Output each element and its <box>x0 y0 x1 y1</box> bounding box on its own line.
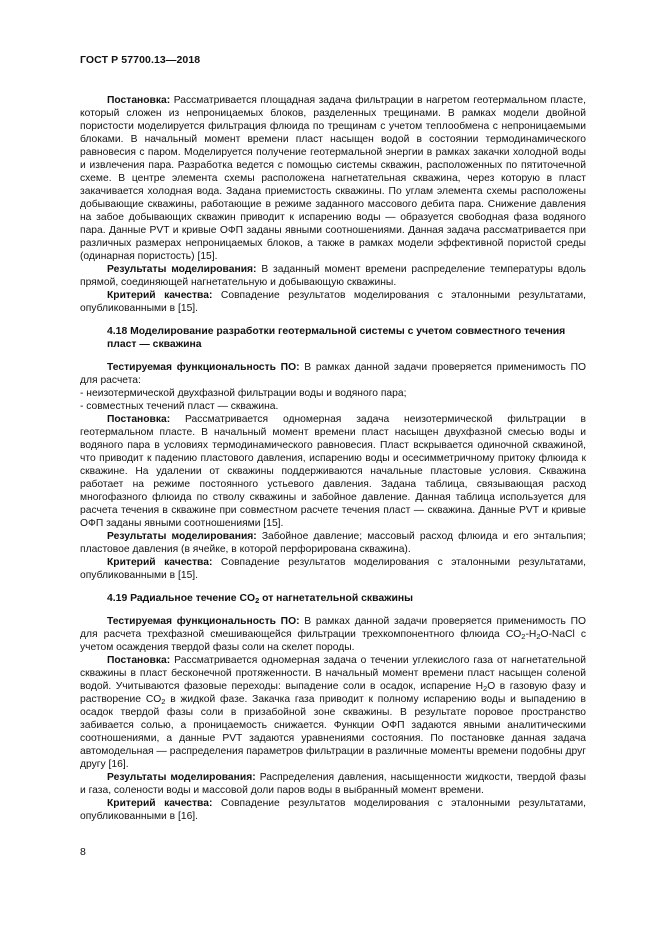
page-content <box>80 94 586 823</box>
paragraph-functionality-418 <box>80 361 586 387</box>
text-functionality: -H <box>525 629 537 640</box>
heading-text: 4.19 Радиальное течение CO <box>107 593 256 604</box>
paragraph-setup-418 <box>80 413 586 530</box>
paragraph-setup-417 <box>80 94 586 263</box>
text-criterion: Совпадение результатов моделирования с эталонными результатами, опубликованными в [15]. <box>80 290 587 314</box>
paragraph-criterion-417 <box>80 289 586 315</box>
label-results: Результаты моделирования: <box>107 772 256 783</box>
text-criterion: Совпадение результатов моделирования с эталонными результатами, опубликованными в [15]. <box>80 557 587 581</box>
heading-text: от нагнетательной скважины <box>259 593 414 604</box>
label-criterion: Критерий качества: <box>107 798 213 809</box>
paragraph-results-419 <box>80 771 586 797</box>
text-criterion: Совпадение результатов моделирования с эталонными результатами, опубликованными в [16]. <box>80 798 587 822</box>
label-functionality: Тестируемая функциональность ПО: <box>107 616 300 627</box>
text-setup: Рассматривается площадная задача фильтрации в нагретом геотермальном пласте, который сложен из непроницаемых блоков, разделенных трещинами. В рамках модели двойной пористости моделируется фильтрация флюида по трещинам с учетом теплообмена с непроницаемыми блоками. В начальный момент времени пласт насыщен водой в состоянии термодинамического равновесия с паром. Моделируется получение геотермальной энергии в рамках закачки холодной воды и извлечения пара. Разработка ведется с помощью системы скважин, расположенных по пятиточечной схеме. В центре элемента схемы расположена нагнетательная скважина, через которую в пласт закачивается холодная вода. Задана приемистость скважины. По углам элемента схемы расположены добывающие скважины, работающие в режиме заданного массового дебита пара. Снижение давления на забое добывающих скважин приводит к испарению воды — образуется свободная фаза водяного пара. Данные PVT и кривые ОФП заданы явными соотношениями. Данная задача рассматривается при различных размерах непроницаемых блоков, а также в рамках модели эффективной пористой среды (одинарная пористость) [15]. <box>80 95 586 262</box>
section-heading-419 <box>80 592 586 605</box>
paragraph-criterion-418 <box>80 556 586 582</box>
functionality-list-418 <box>80 387 586 413</box>
label-results: Результаты моделирования: <box>107 531 257 542</box>
text-functionality: O-NaCl с учетом осаждения твердой фазы соли на скелет породы. <box>80 629 586 653</box>
label-setup: Постановка: <box>107 95 171 106</box>
document-header: ГОСТ Р 57700.13—2018 <box>80 54 201 66</box>
text-results: В заданный момент времени распределение температуры вдоль прямой, соединяющей нагнетательную и добывающую скважины. <box>80 264 586 288</box>
label-criterion: Критерий качества: <box>107 557 213 568</box>
label-criterion: Критерий качества: <box>107 290 213 301</box>
text-setup: O в газовую фазу и растворение CO <box>80 681 586 705</box>
subscript: 2 <box>521 632 526 641</box>
text-results: Распределения давления, насыщенности жидкости, твердой фазы и газа, солености воды и массовой доли паров воды в выбранный момент времени. <box>80 772 586 796</box>
text-setup: Рассматривается одномерная задача о течении углекислого газа от нагнетательной скважины в пласт бесконечной протяженности. В начальный момент времени пласт насыщен соленой водой. Учитываются фазовые переходы: выпадение соли в осадок, испарение H <box>80 655 586 692</box>
subscript: 2 <box>536 632 541 641</box>
paragraph-results-417 <box>80 263 586 289</box>
paragraph-setup-419 <box>80 654 586 771</box>
label-setup: Постановка: <box>107 414 171 425</box>
list-item: - неизотермической двухфазной фильтрации воды и водяного пара; <box>80 388 407 399</box>
subscript: 2 <box>483 684 488 693</box>
subscript: 2 <box>161 697 166 706</box>
subscript: 2 <box>255 596 260 605</box>
text-results: Забойное давление; массовый расход флюида и его энтальпия; пластовое давления (в ячейке, в которой перфорирована скважина). <box>80 531 586 555</box>
list-item: - совместных течений пласт — скважина. <box>80 401 279 412</box>
paragraph-criterion-419 <box>80 797 586 823</box>
text-setup: Рассматривается одномерная задача неизотермической фильтрации в геотермальном пласте. В начальный момент времени пласт насыщен двухфазной смесью воды и водяного пара в условиях термодинамического равновесия. Пласт вскрывается одиночной скважиной, что приводит к падению пластового давления, испарению воды и осесимметричному притоку флюида к скважине. На удалении от скважины поддерживаются начальные пластовые условия. Скважина работает на режиме постоянного устьевого давления. Задана таблица, связывающая расход многофазного флюида по стволу скважины и забойное давление. Данная таблица используется для расчета течения в скважине при совместном расчете течения пласт — скважина. Данные PVT и кривые ОФП заданы явными соотношениями [15]. <box>80 414 586 529</box>
text-functionality: В рамках данной задачи проверяется применимость ПО для расчета: <box>80 362 586 386</box>
text-functionality: В рамках данной задачи проверяется применимость ПО для расчета трехфазной смешивающейся фильтрации трехкомпонентного флюида CO <box>80 616 586 640</box>
paragraph-results-418 <box>80 530 586 556</box>
label-functionality: Тестируемая функциональность ПО: <box>107 362 300 373</box>
paragraph-functionality-419 <box>80 615 586 654</box>
text-setup: в жидкой фазе. Закачка газа приводит к полному испарению воды и выпадению в осадок твердой фазы соли в призабойной зоне скважины. В результате поровое пространство забивается солью, а проницаемость снижается. Функции ОФП задаются явными аналитическими соотношениями, а данные PVT задаются уравнениями состояния. По постановке данная задача автомодельная — распределения параметров фильтрации в различные моменты времени подобны друг другу [16]. <box>80 694 586 770</box>
label-results: Результаты моделирования: <box>107 264 257 275</box>
section-heading-418: 4.18 Моделирование разработки геотермальной системы с учетом совместного течения пласт — скважина <box>107 326 566 350</box>
page-number: 8 <box>80 846 86 858</box>
label-setup: Постановка: <box>107 655 171 666</box>
